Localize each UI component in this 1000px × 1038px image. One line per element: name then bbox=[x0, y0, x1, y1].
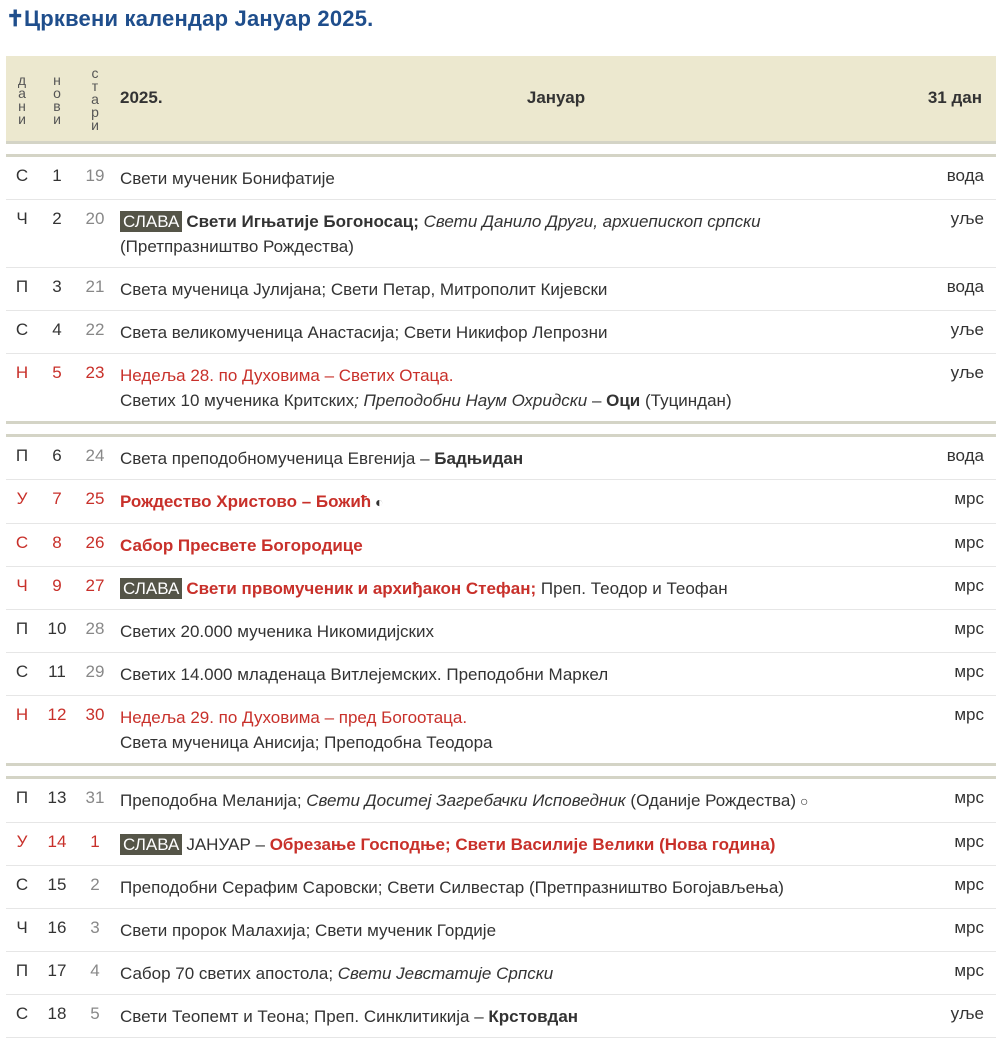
feast-description bbox=[114, 865, 861, 908]
fasting-rule: мрс bbox=[861, 523, 996, 566]
header-old-letter: и bbox=[91, 117, 99, 134]
feast-description bbox=[114, 435, 861, 479]
day-of-week: С bbox=[6, 310, 38, 353]
header-month bbox=[251, 56, 861, 142]
table-row bbox=[6, 199, 996, 267]
week-separator-cell bbox=[6, 422, 996, 435]
header-days-letter: н bbox=[18, 97, 26, 114]
feast-name-bold: Рождество Христово – Божић bbox=[120, 491, 372, 511]
day-of-week: П bbox=[6, 435, 38, 479]
old-date: 26 bbox=[76, 523, 114, 566]
feast-description bbox=[114, 777, 861, 822]
table-row bbox=[6, 777, 996, 822]
feast-name-bold: Бадњидан bbox=[434, 448, 524, 468]
feast-description bbox=[114, 479, 861, 523]
old-date: 24 bbox=[76, 435, 114, 479]
feast-name-bold: Оци bbox=[606, 390, 641, 410]
table-row bbox=[6, 523, 996, 566]
fasting-rule: уље bbox=[861, 199, 996, 267]
new-date: 13 bbox=[38, 777, 76, 822]
old-date: 30 bbox=[76, 695, 114, 764]
new-date: 17 bbox=[38, 951, 76, 994]
new-date: 14 bbox=[38, 822, 76, 865]
feast-text: Свети Теопемт и Теона; Преп. Синклитикија – bbox=[120, 1006, 489, 1026]
day-of-week: П bbox=[6, 267, 38, 310]
feast-text: Света мученица Анисија; Преподобна Теодора bbox=[120, 732, 493, 752]
new-date: 10 bbox=[38, 609, 76, 652]
feast-description bbox=[114, 908, 861, 951]
cross-icon: ✝ bbox=[6, 6, 25, 31]
day-of-week: С bbox=[6, 652, 38, 695]
week-separator-cell bbox=[6, 142, 996, 155]
new-date: 3 bbox=[38, 267, 76, 310]
page-title bbox=[6, 6, 373, 32]
old-date: 22 bbox=[76, 310, 114, 353]
old-date: 21 bbox=[76, 267, 114, 310]
moon-phase-icon: ○ bbox=[799, 792, 809, 809]
new-date: 18 bbox=[38, 994, 76, 1037]
feast-name-italic: Свети Доситеј Загребачки Исповедник bbox=[306, 790, 626, 810]
day-of-week: С bbox=[6, 523, 38, 566]
header-old-col bbox=[76, 56, 114, 142]
feast-name-bold: Крстовдан bbox=[488, 1006, 579, 1026]
feast-description bbox=[114, 353, 861, 422]
fasting-rule: вода bbox=[861, 155, 996, 199]
calendar-header bbox=[6, 56, 996, 142]
new-date: 8 bbox=[38, 523, 76, 566]
day-of-week: С bbox=[6, 865, 38, 908]
week-separator-cell bbox=[6, 764, 996, 777]
table-row bbox=[6, 310, 996, 353]
day-of-week: П bbox=[6, 609, 38, 652]
feast-text: Свети пророк Малахија; Свети мученик Гордије bbox=[120, 920, 497, 940]
fasting-rule: уље bbox=[861, 994, 996, 1037]
slava-badge: СЛАВА bbox=[120, 578, 182, 599]
header-days-count bbox=[861, 56, 996, 142]
header-old-letter: а bbox=[91, 91, 99, 108]
feast-description bbox=[114, 994, 861, 1037]
page-title-text: Црквени календар Јануар 2025. bbox=[24, 6, 374, 31]
feast-description bbox=[114, 609, 861, 652]
table-row bbox=[6, 353, 996, 422]
header-days-letter: д bbox=[17, 71, 27, 88]
fasting-rule: вода bbox=[861, 267, 996, 310]
slava-badge: СЛАВА bbox=[120, 834, 182, 855]
feast-text: – bbox=[587, 390, 607, 410]
day-of-week: Ч bbox=[6, 566, 38, 609]
old-date: 28 bbox=[76, 609, 114, 652]
day-of-week: У bbox=[6, 479, 38, 523]
table-row bbox=[6, 566, 996, 609]
day-of-week: П bbox=[6, 777, 38, 822]
feast-text: Светих 20.000 мученика Никомидијских bbox=[120, 621, 434, 641]
feast-description bbox=[114, 199, 861, 267]
table-row bbox=[6, 609, 996, 652]
feast-description bbox=[114, 695, 861, 764]
table-row bbox=[6, 994, 996, 1037]
fasting-rule: уље bbox=[861, 310, 996, 353]
day-of-week: С bbox=[6, 994, 38, 1037]
feast-text: Сабор 70 светих апостола; bbox=[120, 963, 338, 983]
calendar-container bbox=[6, 56, 996, 1038]
new-date: 5 bbox=[38, 353, 76, 422]
fasting-rule: мрс bbox=[861, 652, 996, 695]
header-year-text: 2025. bbox=[120, 88, 163, 108]
old-date: 1 bbox=[76, 822, 114, 865]
header-old-letter: т bbox=[91, 78, 99, 95]
fasting-rule: мрс bbox=[861, 566, 996, 609]
feast-name-italic: Свети Данило Други, архиепископ српски bbox=[423, 211, 761, 231]
feast-text: ЈАНУАР – bbox=[186, 834, 270, 854]
old-date: 3 bbox=[76, 908, 114, 951]
feast-name-italic: Свети Јевстатије Српски bbox=[337, 963, 554, 983]
header-days-letter: и bbox=[18, 110, 26, 127]
fasting-rule: мрс bbox=[861, 609, 996, 652]
feast-description bbox=[114, 652, 861, 695]
table-row bbox=[6, 908, 996, 951]
moon-phase-icon: ◐ bbox=[375, 493, 384, 510]
feast-text: (Претпразништво Рождества) bbox=[120, 236, 354, 256]
header-new-letter: в bbox=[53, 97, 61, 114]
fasting-rule: вода bbox=[861, 435, 996, 479]
table-row bbox=[6, 155, 996, 199]
old-date: 20 bbox=[76, 199, 114, 267]
feast-name-bold: Обрезање Господње; Свети Василије Велики (Нова година) bbox=[269, 834, 776, 854]
feast-text: Света великомученица Анастасија; Свети Никифор Лепрозни bbox=[120, 322, 608, 342]
old-date: 31 bbox=[76, 777, 114, 822]
old-date: 5 bbox=[76, 994, 114, 1037]
table-row bbox=[6, 479, 996, 523]
feast-text: Преподобни Серафим Саровски; Свети Силвестар (Претпразништво Богојављења) bbox=[120, 877, 784, 897]
feast-description bbox=[114, 951, 861, 994]
day-of-week: Ч bbox=[6, 199, 38, 267]
new-date: 11 bbox=[38, 652, 76, 695]
table-row bbox=[6, 822, 996, 865]
header-year bbox=[114, 56, 251, 142]
feast-description bbox=[114, 310, 861, 353]
new-date: 7 bbox=[38, 479, 76, 523]
fasting-rule: мрс bbox=[861, 865, 996, 908]
day-of-week: С bbox=[6, 155, 38, 199]
day-of-week: Н bbox=[6, 353, 38, 422]
feast-text: Свети мученик Бонифатије bbox=[120, 168, 335, 188]
feast-name-bold: Сабор Пресвете Богородице bbox=[120, 535, 363, 555]
header-days-col bbox=[6, 56, 38, 142]
fasting-rule: мрс bbox=[861, 951, 996, 994]
old-date: 27 bbox=[76, 566, 114, 609]
week-separator bbox=[6, 142, 996, 155]
feast-description bbox=[114, 822, 861, 865]
header-old-letter: р bbox=[91, 104, 99, 121]
feast-description bbox=[114, 523, 861, 566]
old-date: 4 bbox=[76, 951, 114, 994]
fasting-rule: мрс bbox=[861, 822, 996, 865]
new-date: 6 bbox=[38, 435, 76, 479]
old-date: 25 bbox=[76, 479, 114, 523]
feast-name-bold: Свети првомученик и архиђакон Стефан; bbox=[186, 578, 537, 598]
header-days-letter: а bbox=[18, 84, 26, 101]
feast-text: Преподобна Меланија; bbox=[120, 790, 307, 810]
day-of-week: П bbox=[6, 951, 38, 994]
fasting-rule: мрс bbox=[861, 777, 996, 822]
feast-text: Света преподобномученица Евгенија – bbox=[120, 448, 435, 468]
fasting-rule: мрс bbox=[861, 908, 996, 951]
old-date: 2 bbox=[76, 865, 114, 908]
feast-name-bold: Свети Игњатије Богоносац; bbox=[186, 211, 419, 231]
header-month-text: Јануар bbox=[526, 88, 586, 108]
table-row bbox=[6, 951, 996, 994]
old-date: 29 bbox=[76, 652, 114, 695]
header-old-letter: с bbox=[91, 65, 99, 82]
table-row bbox=[6, 435, 996, 479]
table-row bbox=[6, 652, 996, 695]
header-new-letter: н bbox=[53, 71, 61, 88]
new-date: 12 bbox=[38, 695, 76, 764]
feast-text: Преп. Теодор и Теофан bbox=[536, 578, 728, 598]
feast-text: Светих 10 мученика Критских bbox=[120, 390, 355, 410]
header-new-col bbox=[38, 56, 76, 142]
feast-description bbox=[114, 566, 861, 609]
slava-badge: СЛАВА bbox=[120, 211, 182, 232]
new-date: 16 bbox=[38, 908, 76, 951]
new-date: 1 bbox=[38, 155, 76, 199]
week-separator bbox=[6, 764, 996, 777]
calendar-body bbox=[6, 142, 996, 1037]
table-row bbox=[6, 267, 996, 310]
old-date: 19 bbox=[76, 155, 114, 199]
header-days-count-text: 31 дан bbox=[927, 88, 982, 108]
feast-text: Недеља 28. по Духовима – Светих Отаца. bbox=[120, 365, 454, 385]
old-date: 23 bbox=[76, 353, 114, 422]
feast-description bbox=[114, 267, 861, 310]
feast-text: (Туциндан) bbox=[640, 390, 732, 410]
new-date: 15 bbox=[38, 865, 76, 908]
day-of-week: У bbox=[6, 822, 38, 865]
feast-description bbox=[114, 155, 861, 199]
feast-text: Светих 14.000 младенаца Витлејемских. Преподобни Маркел bbox=[120, 664, 609, 684]
fasting-rule: мрс bbox=[861, 479, 996, 523]
new-date: 2 bbox=[38, 199, 76, 267]
day-of-week: Ч bbox=[6, 908, 38, 951]
table-row bbox=[6, 865, 996, 908]
week-separator bbox=[6, 422, 996, 435]
feast-name-italic: ; Преподобни Наум Охридски bbox=[354, 390, 588, 410]
header-new-letter: о bbox=[53, 84, 61, 101]
feast-text: Недеља 29. по Духовима – пред Богоотаца. bbox=[120, 707, 468, 727]
header-new-letter: и bbox=[53, 110, 61, 127]
feast-text: Света мученица Јулијана; Свети Петар, Митрополит Кијевски bbox=[120, 279, 608, 299]
table-row bbox=[6, 695, 996, 764]
calendar-table bbox=[6, 56, 996, 1038]
feast-text: (Оданије Рождества) bbox=[625, 790, 796, 810]
new-date: 9 bbox=[38, 566, 76, 609]
new-date: 4 bbox=[38, 310, 76, 353]
fasting-rule: мрс bbox=[861, 695, 996, 764]
day-of-week: Н bbox=[6, 695, 38, 764]
fasting-rule: уље bbox=[861, 353, 996, 422]
